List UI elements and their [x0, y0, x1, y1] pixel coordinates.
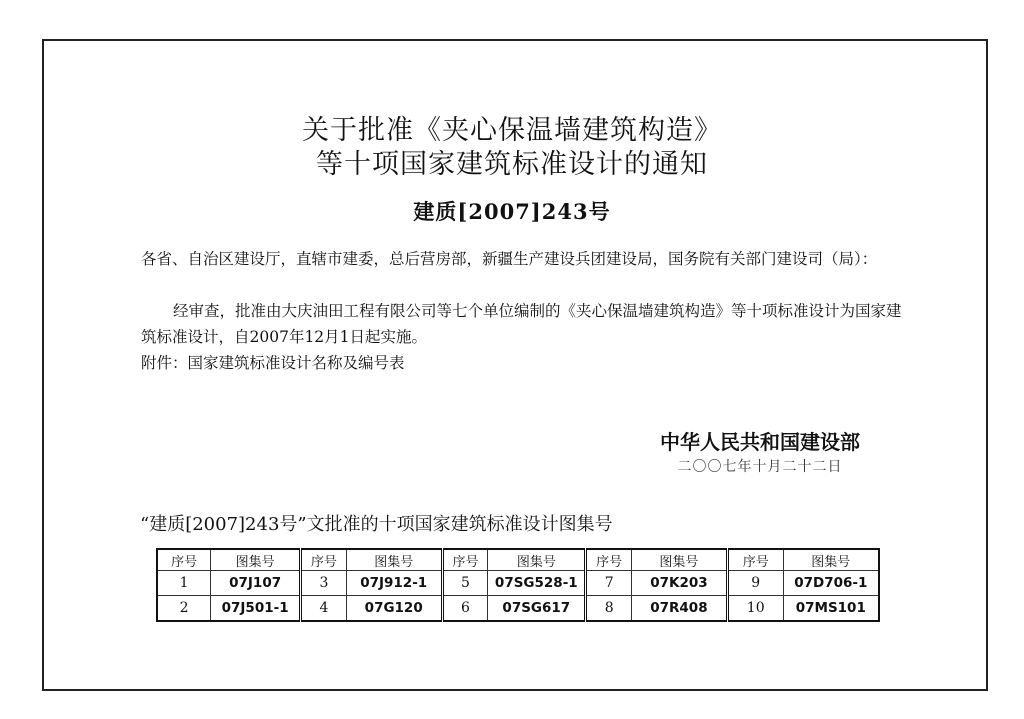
code-cell: 07MS101	[783, 596, 879, 622]
seq-cell: 4	[301, 596, 347, 622]
code-cell: 07SG617	[488, 596, 586, 622]
table-row	[157, 596, 879, 622]
code-cell: 07R408	[632, 596, 728, 622]
seq-cell: 10	[727, 596, 783, 622]
header-code: 图集号	[488, 549, 586, 571]
code-cell: 07J107	[211, 571, 301, 596]
issue-date: 二〇〇七年十月二十二日	[677, 459, 843, 475]
header-seq: 序号	[301, 549, 347, 571]
seq-cell: 5	[442, 571, 488, 596]
issuing-organization: 中华人民共和国建设部	[660, 430, 860, 454]
code-cell: 07SG528-1	[488, 571, 586, 596]
notice-title-line1: 关于批准《夹心保温墙建筑构造》	[302, 115, 722, 146]
document-number: 建质[2007]243号	[413, 199, 611, 224]
code-cell: 07J912-1	[346, 571, 442, 596]
seq-cell: 3	[301, 571, 347, 596]
standards-table	[156, 548, 880, 622]
seq-cell: 2	[157, 596, 211, 622]
header-code: 图集号	[211, 549, 301, 571]
header-seq: 序号	[442, 549, 488, 571]
notice-title-line2: 等十项国家建筑标准设计的通知	[316, 149, 708, 180]
seq-cell: 7	[586, 571, 632, 596]
code-cell: 07G120	[346, 596, 442, 622]
header-seq: 序号	[727, 549, 783, 571]
header-code: 图集号	[783, 549, 879, 571]
seq-cell: 6	[442, 596, 488, 622]
header-seq: 序号	[157, 549, 211, 571]
addressee-paragraph: 各省、自治区建设厅，直辖市建委，总后营房部，新疆生产建设兵团建设局，国务院有关部门建设司（局）：	[141, 250, 878, 268]
seq-cell: 1	[157, 571, 211, 596]
code-cell: 07K203	[632, 571, 728, 596]
table-caption: “建质[2007]243号”文批准的十项国家建筑标准设计图集号	[140, 514, 613, 535]
header-code: 图集号	[632, 549, 728, 571]
header-seq: 序号	[586, 549, 632, 571]
code-cell: 07J501-1	[211, 596, 301, 622]
seq-cell: 9	[727, 571, 783, 596]
attachment-line: 附件：国家建筑标准设计名称及编号表	[141, 354, 405, 372]
code-cell: 07D706-1	[783, 571, 879, 596]
seq-cell: 8	[586, 596, 632, 622]
table-header-row	[157, 549, 879, 571]
approval-paragraph: 经审查，批准由大庆油田工程有限公司等七个单位编制的《夹心保温墙建筑构造》等十项标准设计为国家建筑标准设计，自2007年12月1日起实施。	[141, 302, 902, 346]
header-code: 图集号	[346, 549, 442, 571]
table-row	[157, 571, 879, 596]
